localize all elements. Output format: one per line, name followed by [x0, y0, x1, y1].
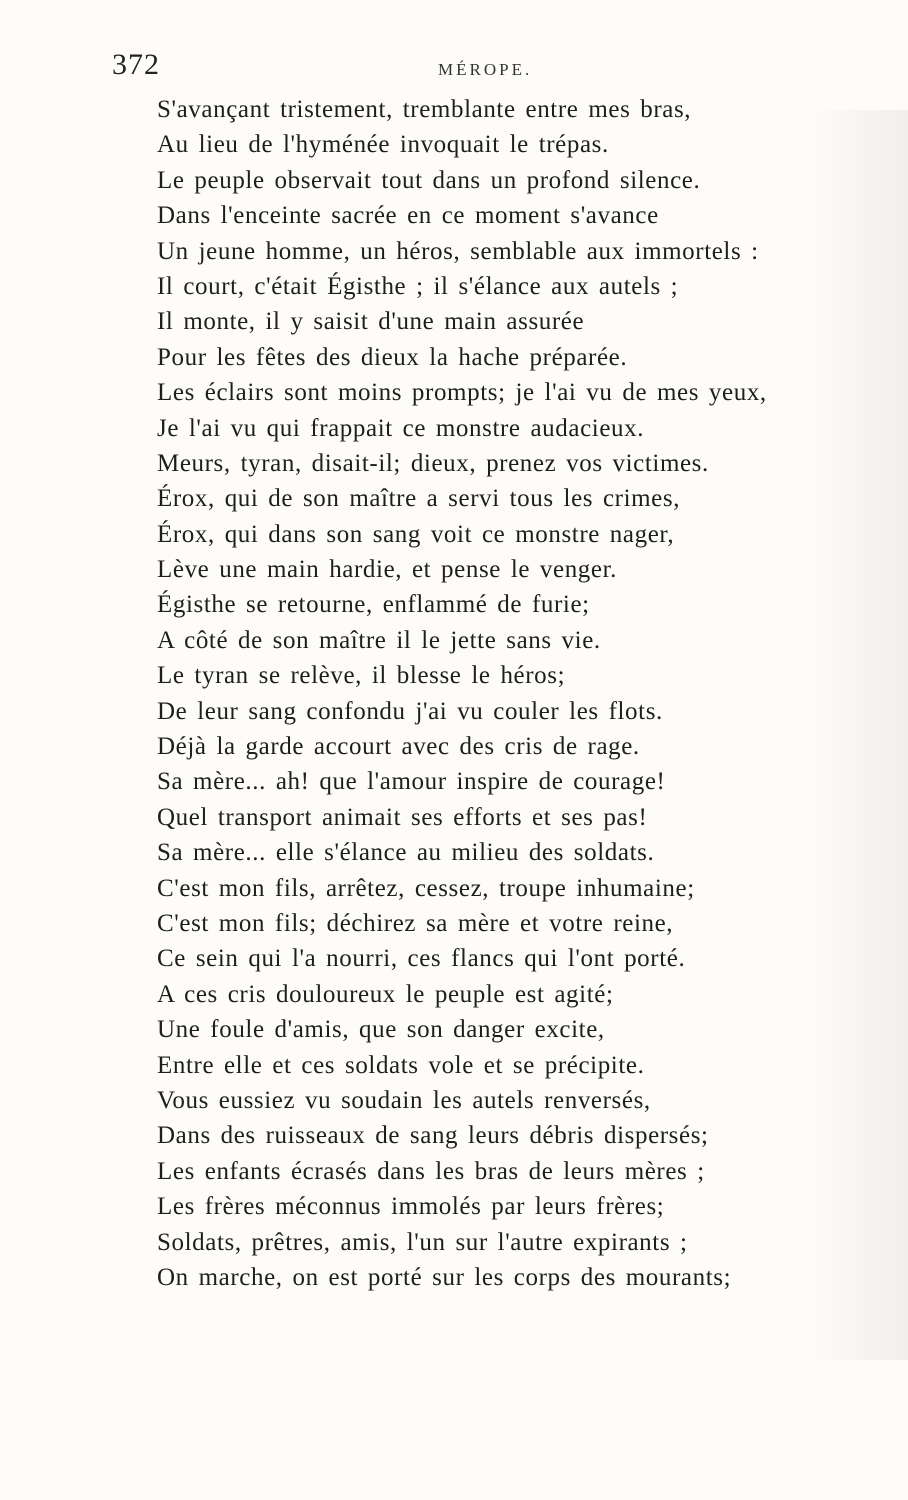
page-header	[0, 48, 908, 88]
verse-line: Il monte, il y saisit d'une main assurée	[157, 308, 585, 336]
verse-line: Lève une main hardie, et pense le venger.	[157, 556, 618, 584]
verse-block	[157, 92, 857, 1295]
running-title: MÉROPE.	[438, 60, 533, 79]
verse-line: Égisthe se retourne, enflammé de furie;	[157, 591, 590, 619]
verse-line: De leur sang confondu j'ai vu couler les flots.	[157, 697, 663, 725]
verse-line: Vous eussiez vu soudain les autels renversés,	[157, 1086, 651, 1114]
verse-line: Je l'ai vu qui frappait ce monstre audacieux.	[157, 414, 645, 442]
verse-line: C'est mon fils; déchirez sa mère et votre reine,	[157, 909, 674, 937]
verse-line: Dans l'enceinte sacrée en ce moment s'avance	[157, 202, 659, 230]
verse-line: Une foule d'amis, que son danger excite,	[157, 1016, 605, 1044]
verse-line: Dans des ruisseaux de sang leurs débris dispersés;	[157, 1122, 709, 1150]
verse-line: Érox, qui de son maître a servi tous les crimes,	[157, 485, 681, 513]
verse-line: Sa mère... ah! que l'amour inspire de courage!	[157, 768, 666, 796]
verse-line: Ce sein qui l'a nourri, ces flancs qui l'ont porté.	[157, 945, 686, 973]
verse-line: A côté de son maître il le jette sans vie.	[157, 626, 601, 654]
verse-line: S'avançant tristement, tremblante entre mes bras,	[157, 96, 692, 123]
verse-line: Au lieu de l'hyménée invoquait le trépas.	[157, 131, 609, 159]
verse-line: A ces cris douloureux le peuple est agité;	[157, 980, 614, 1008]
verse-line: C'est mon fils, arrêtez, cessez, troupe inhumaine;	[157, 874, 695, 902]
verse-line: Pour les fêtes des dieux la hache préparée.	[157, 343, 628, 371]
verse-line: Sa mère... elle s'élance au milieu des soldats.	[157, 839, 655, 867]
verse-line: Un jeune homme, un héros, semblable aux immortels :	[157, 237, 759, 265]
verse-line: Soldats, prêtres, amis, l'un sur l'autre expirants ;	[157, 1228, 688, 1256]
verse-line: Le peuple observait tout dans un profond silence.	[157, 166, 701, 194]
verse-line: On marche, on est porté sur les corps des mourants;	[157, 1263, 732, 1291]
verse-line: Les éclairs sont moins prompts; je l'ai vu de mes yeux,	[157, 379, 767, 407]
verse-line: Il court, c'était Égisthe ; il s'élance aux autels ;	[157, 272, 679, 300]
verse-line: Les enfants écrasés dans les bras de leurs mères ;	[157, 1157, 705, 1185]
verse-line: Meurs, tyran, disait-il; dieux, prenez vos victimes.	[157, 449, 709, 477]
verse-line: Le tyran se relève, il blesse le héros;	[157, 662, 566, 690]
verse-line: Déjà la garde accourt avec des cris de rage.	[157, 733, 640, 761]
page-number: 372	[112, 48, 160, 81]
verse-line: Quel transport animait ses efforts et ses pas!	[157, 803, 648, 831]
verse-line: Entre elle et ces soldats vole et se précipite.	[157, 1051, 645, 1079]
verse-line: Érox, qui dans son sang voit ce monstre nager,	[157, 520, 675, 548]
verse-line: Les frères méconnus immolés par leurs frères;	[157, 1193, 665, 1221]
